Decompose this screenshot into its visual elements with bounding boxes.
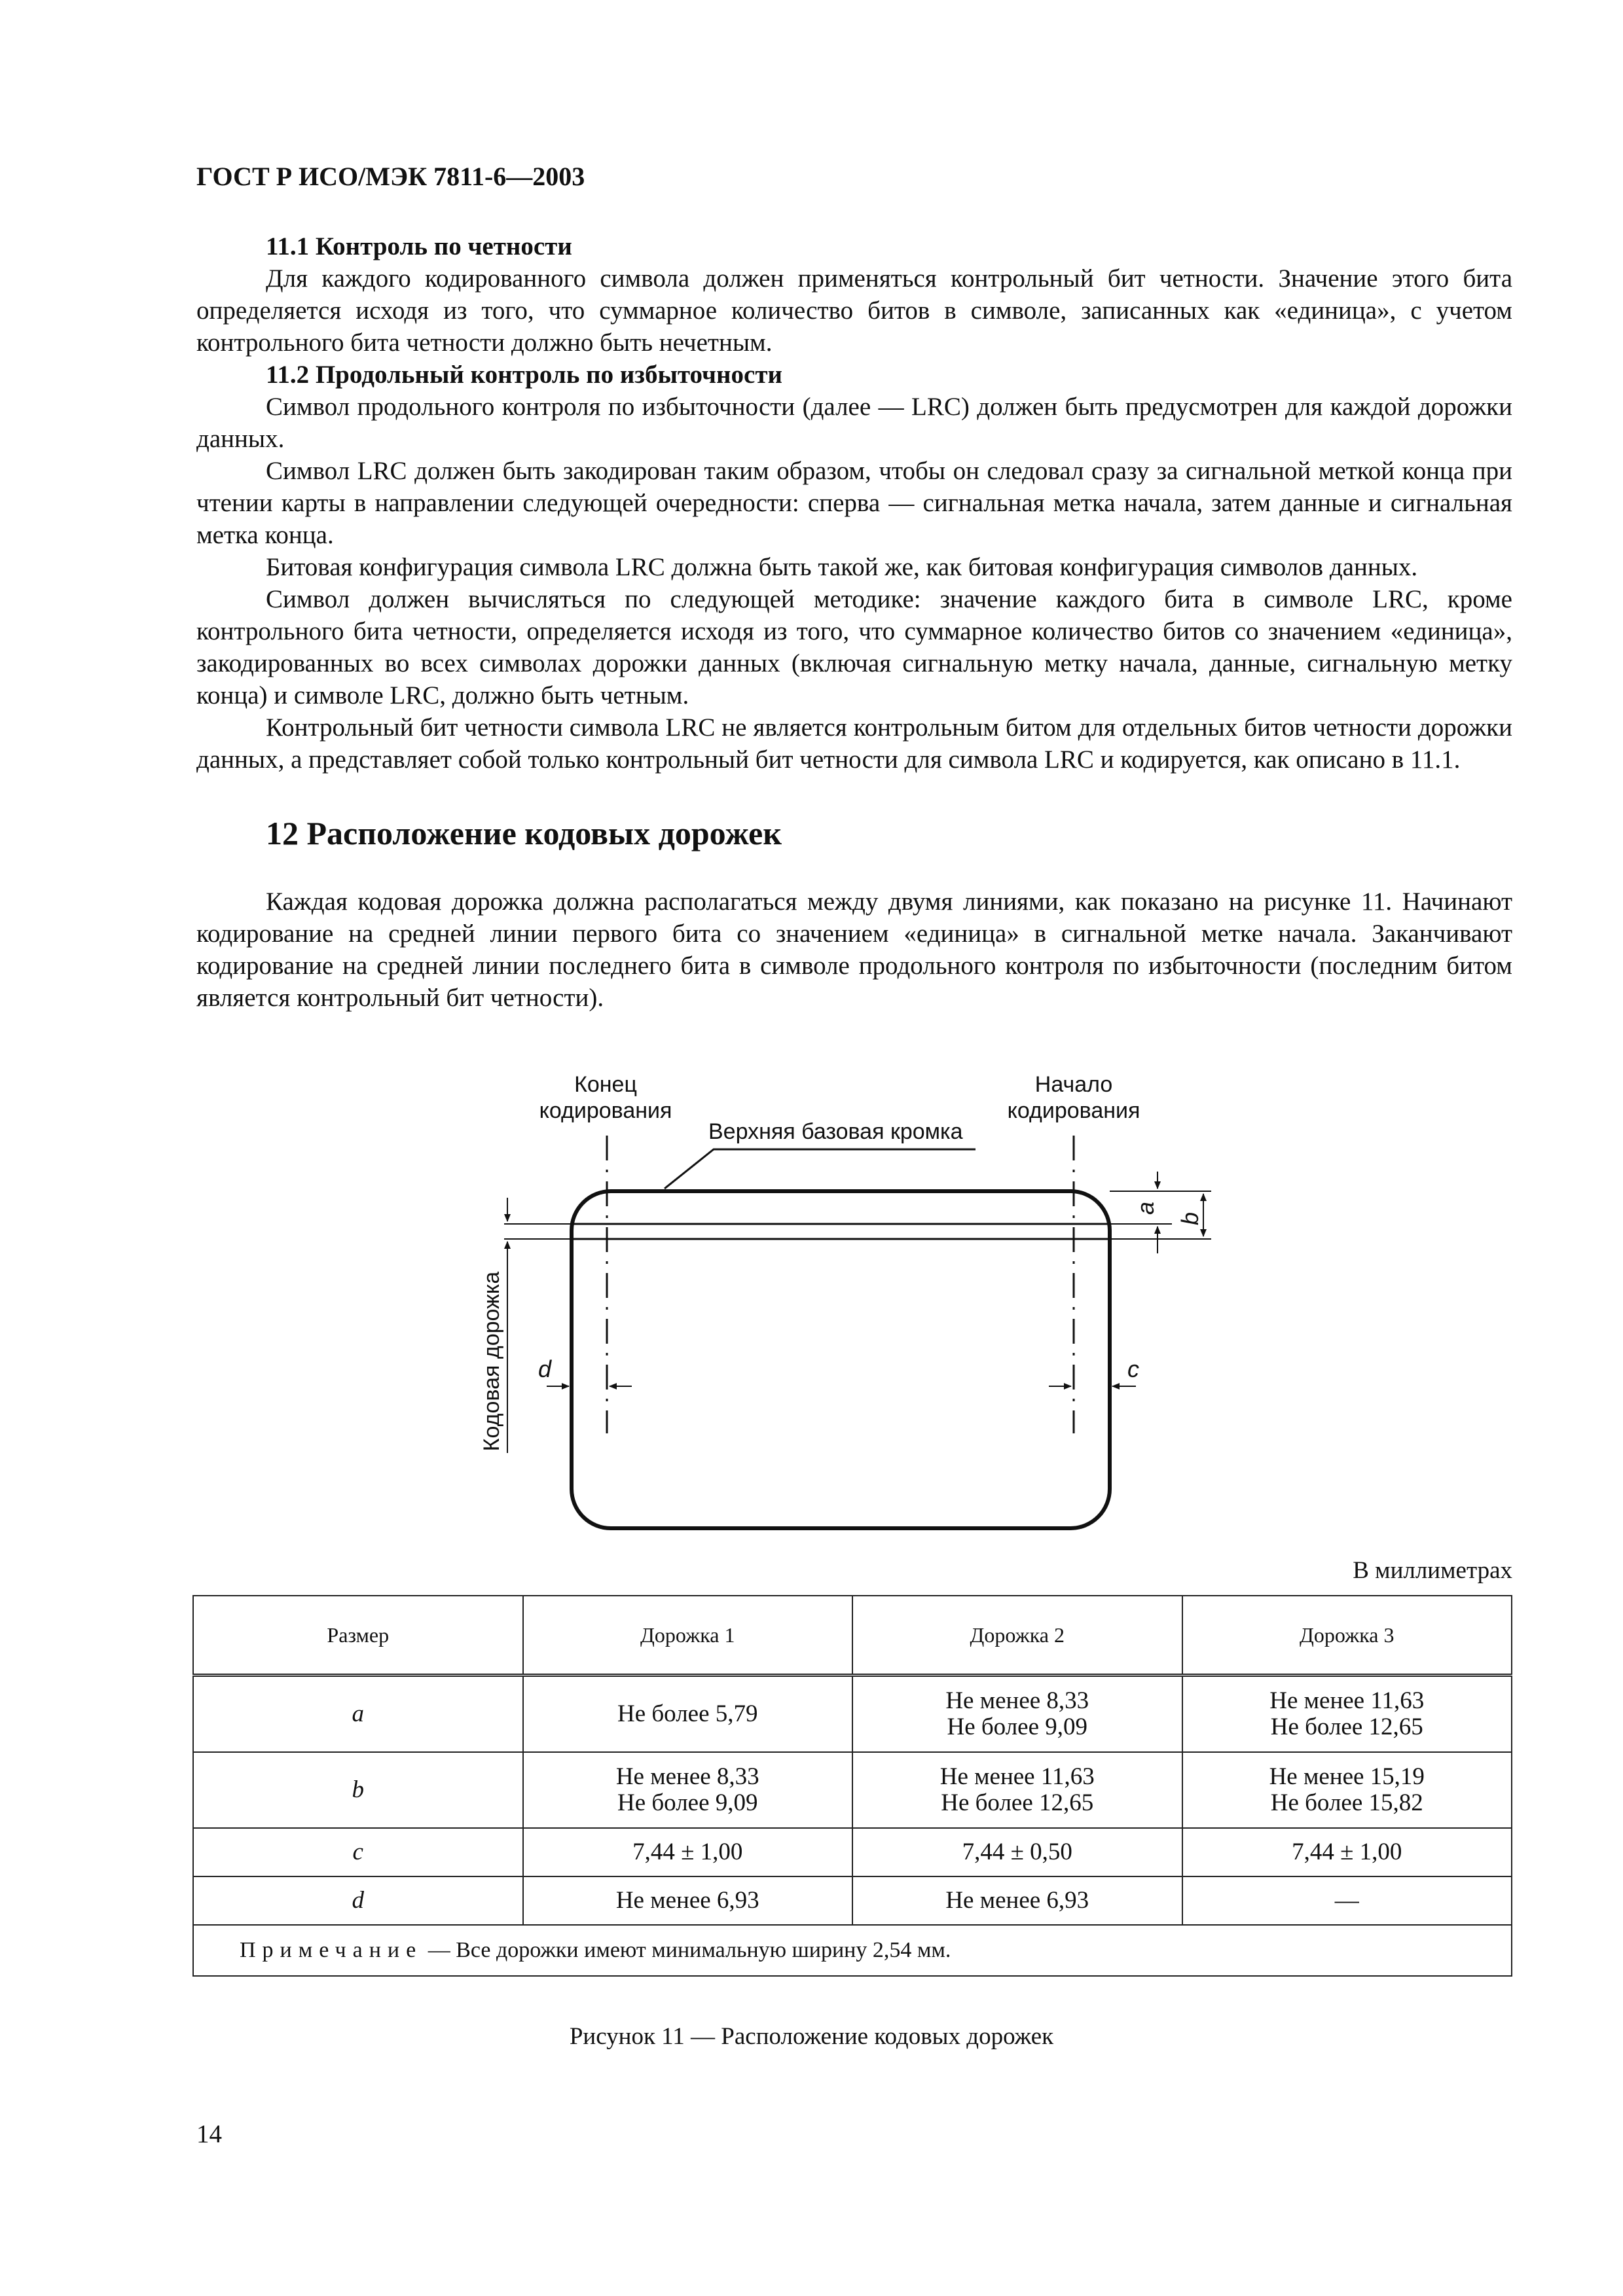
table-cell: Не менее 6,93 bbox=[852, 1876, 1182, 1925]
table-note-row bbox=[193, 1925, 1512, 1976]
table-cell: Не менее 11,63 Не более 12,65 bbox=[852, 1752, 1182, 1828]
note-label: Примечание bbox=[240, 1938, 423, 1962]
body-text bbox=[196, 230, 1512, 1014]
table-cell: — bbox=[1182, 1876, 1512, 1925]
section-11-2-paragraph: Битовая конфигурация символа LRC должна быть такой же, как битовая конфигурация символов данных. bbox=[266, 553, 1418, 581]
table-cell: 7,44 ± 1,00 bbox=[1182, 1828, 1512, 1876]
dim-b-label: b bbox=[1176, 1211, 1203, 1226]
units-note: В миллиметрах bbox=[1353, 1557, 1512, 1584]
table-header: Дорожка 2 bbox=[852, 1596, 1182, 1676]
dim-c-label: c bbox=[1127, 1355, 1139, 1382]
table-note bbox=[193, 1925, 1512, 1976]
top-edge-leader bbox=[665, 1149, 976, 1189]
document-header: ГОСТ Р ИСО/МЭК 7811-6—2003 bbox=[196, 162, 585, 191]
note-text: — Все дорожки имеют минимальную ширину 2,54 мм. bbox=[422, 1938, 951, 1962]
section-12-paragraph: Каждая кодовая дорожка должна располагаться между двумя линиями, как показано на рисунке 11. Начинают кодирование на средней линии первого бита со значением «единица» в сигнальной метке начала. Заканчивают кодирование на средней линии последнего бита в символе продольного контроля по избыточности (последним битом является контрольный бит четности). bbox=[196, 888, 1512, 1012]
dimensions-table bbox=[192, 1595, 1512, 1977]
table-header-row bbox=[193, 1596, 1512, 1676]
card-outline bbox=[572, 1191, 1110, 1528]
table-cell: Не менее 15,19 Не более 15,82 bbox=[1182, 1752, 1512, 1828]
table-cell: Не менее 8,33 Не более 9,09 bbox=[852, 1676, 1182, 1753]
section-12-heading: 12 Расположение кодовых дорожек bbox=[266, 815, 782, 852]
section-11-2-paragraph: Символ продольного контроля по избыточности (далее — LRC) должен быть предусмотрен для каждой дорожки данных. bbox=[196, 393, 1512, 453]
section-11-2-heading: 11.2 Продольный контроль по избыточности bbox=[266, 361, 782, 389]
table-header: Размер bbox=[193, 1596, 523, 1676]
table-cell: 7,44 ± 1,00 bbox=[523, 1828, 853, 1876]
table-cell: b bbox=[193, 1752, 523, 1828]
start-coding-label: кодирования bbox=[1007, 1098, 1140, 1123]
section-11-1-heading: 11.1 Контроль по четности bbox=[266, 232, 572, 260]
table-row bbox=[193, 1828, 1512, 1876]
table-cell: 7,44 ± 0,50 bbox=[852, 1828, 1182, 1876]
table-cell: d bbox=[193, 1876, 523, 1925]
page-number: 14 bbox=[196, 2120, 222, 2148]
table-cell: Не менее 6,93 bbox=[523, 1876, 853, 1925]
table-cell: c bbox=[193, 1828, 523, 1876]
section-11-2-paragraph: Контрольный бит четности символа LRC не является контрольным битом для отдельных битов четности дорожки данных, а представляет собой только контрольный бит четности для символа LRC и кодируется, как описано в 11.1. bbox=[196, 713, 1512, 774]
table-row bbox=[193, 1676, 1512, 1753]
table-cell: Не менее 11,63 Не более 12,65 bbox=[1182, 1676, 1512, 1753]
table-row bbox=[193, 1876, 1512, 1925]
end-coding-label: Конец bbox=[574, 1072, 637, 1097]
section-11-1-paragraph: Для каждого кодированного символа должен применяться контрольный бит четности. Значение этого бита определяется исходя из того, что суммарное количество битов в символе, записанных как «единица», с учетом контрольного бита четности должно быть нечетным. bbox=[196, 264, 1512, 357]
start-coding-label: Начало bbox=[1034, 1072, 1113, 1097]
table-cell: Не менее 8,33 Не более 9,09 bbox=[523, 1752, 853, 1828]
figure-caption: Рисунок 11 — Расположение кодовых дорожек bbox=[569, 2023, 1054, 2050]
top-edge-label: Верхняя базовая кромка bbox=[708, 1119, 963, 1144]
end-coding-label: кодирования bbox=[539, 1098, 672, 1123]
table-cell: a bbox=[193, 1676, 523, 1753]
table-header: Дорожка 1 bbox=[523, 1596, 853, 1676]
dim-a-label: a bbox=[1132, 1201, 1159, 1215]
section-11-2-paragraph: Символ LRC должен быть закодирован таким образом, чтобы он следовал сразу за сигнальной меткой конца при чтении карты в направлении следующей очередности: сперва — сигнальная метка начала, затем данные и сигнальная метка конца. bbox=[196, 457, 1512, 549]
dim-d-label: d bbox=[538, 1355, 552, 1382]
table-row bbox=[193, 1752, 1512, 1828]
table-cell: Не более 5,79 bbox=[523, 1676, 853, 1753]
section-11-2-paragraph: Символ должен вычисляться по следующей методике: значение каждого бита в символе LRC, кроме контрольного бита четности, определяется исходя из того, что суммарное количество битов со значением «единица», закодированных во всех символах дорожки данных (включая сигнальную метку начала, данные, сигнальную метку конца) и символе LRC, должно быть четным. bbox=[196, 585, 1512, 709]
table-header: Дорожка 3 bbox=[1182, 1596, 1512, 1676]
track-label: Кодовая дорожка bbox=[479, 1271, 504, 1452]
